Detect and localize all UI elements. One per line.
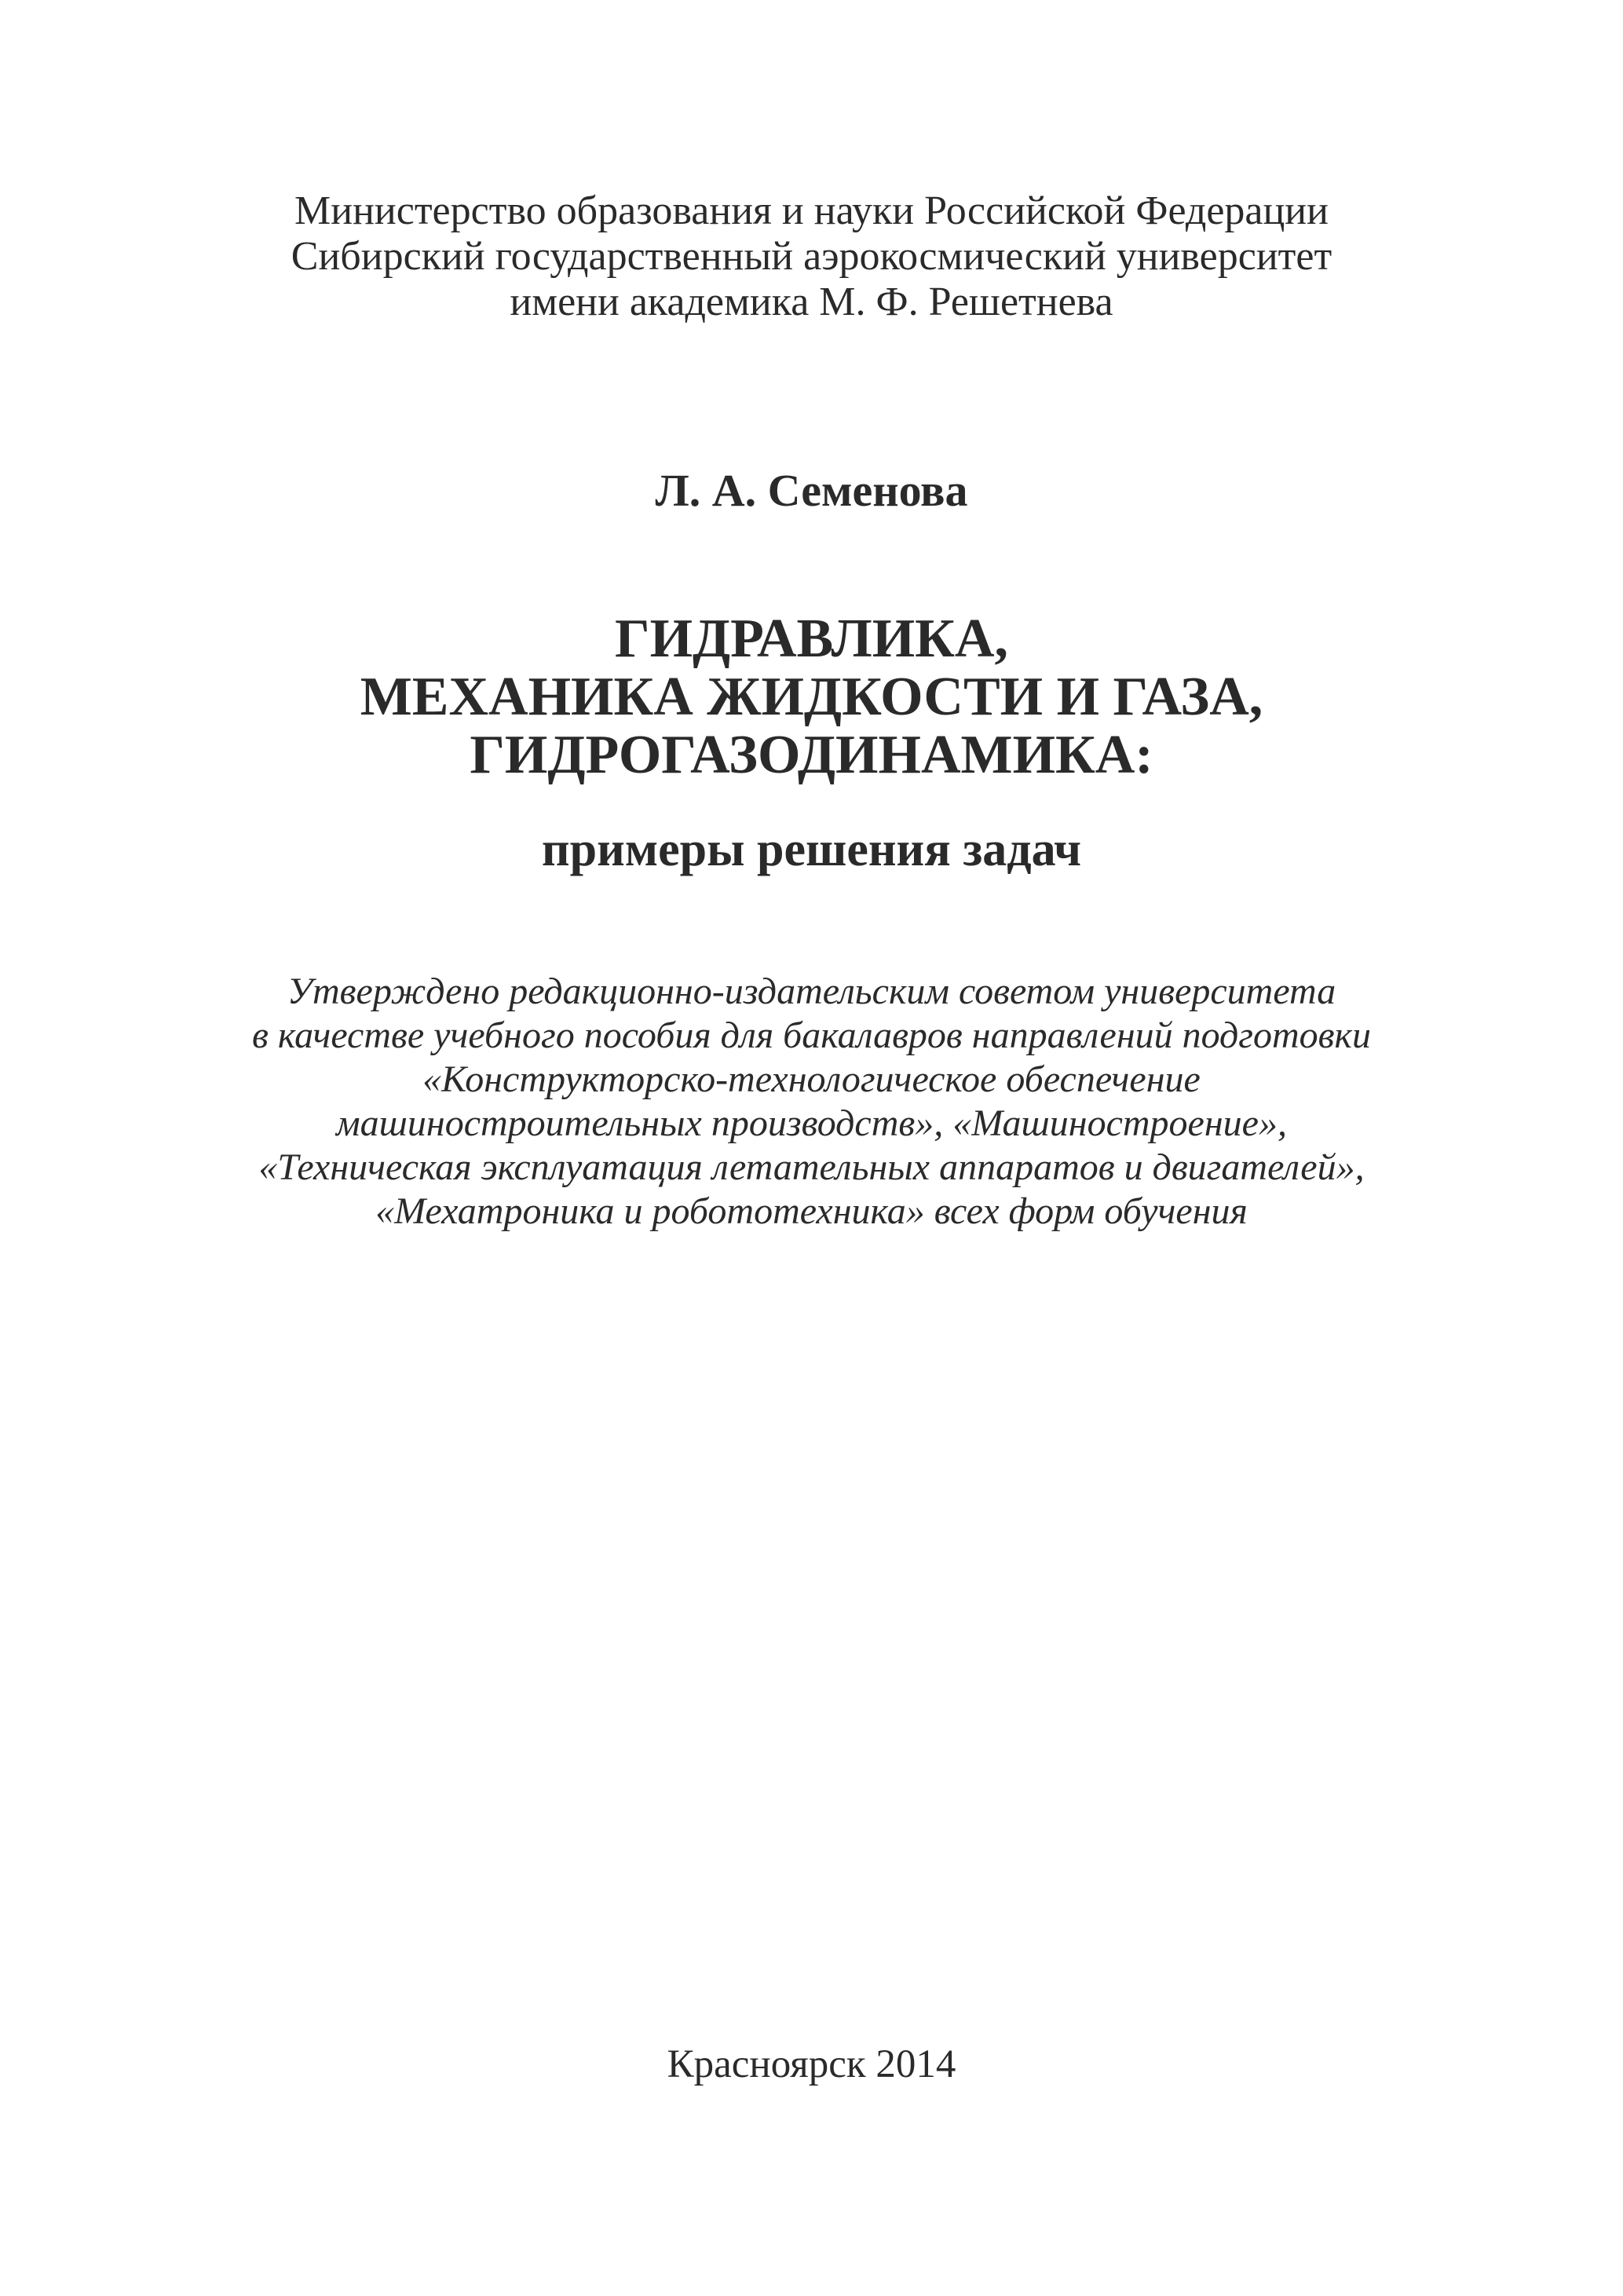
approval-note <box>0 970 1623 1234</box>
approval-line: машиностроительных производств», «Машиностроение», <box>336 1102 1287 1144</box>
approval-line: «Техническая эксплуатация летательных аппаратов и двигателей», <box>258 1146 1365 1188</box>
title-line: МЕХАНИКА ЖИДКОСТИ И ГАЗА, <box>360 667 1263 727</box>
book-title <box>0 610 1623 784</box>
approval-line: в качестве учебного пособия для бакалавров направлений подготовки <box>252 1015 1371 1056</box>
city-year: Красноярск 2014 <box>667 2042 956 2086</box>
approval-line: «Конструкторско-технологическое обеспечение <box>422 1058 1201 1100</box>
title-line: ГИДРОГАЗОДИНАМИКА: <box>470 725 1153 785</box>
author: Л. А. Семенова <box>655 465 968 516</box>
book-subtitle: примеры решения задач <box>541 823 1082 876</box>
title-line: ГИДРАВЛИКА, <box>615 609 1008 669</box>
approval-line: Утверждено редакционно-издательским советом университета <box>287 971 1336 1012</box>
approval-line: «Мехатроника и робототехника» всех форм обучения <box>375 1190 1248 1232</box>
institution-header <box>0 188 1623 325</box>
university-line: Сибирский государственный аэрокосмический университет <box>291 234 1332 279</box>
ministry-line: Министерство образования и науки Российской Федерации <box>294 188 1329 233</box>
university-name-line: имени академика М. Ф. Решетнева <box>510 280 1113 324</box>
